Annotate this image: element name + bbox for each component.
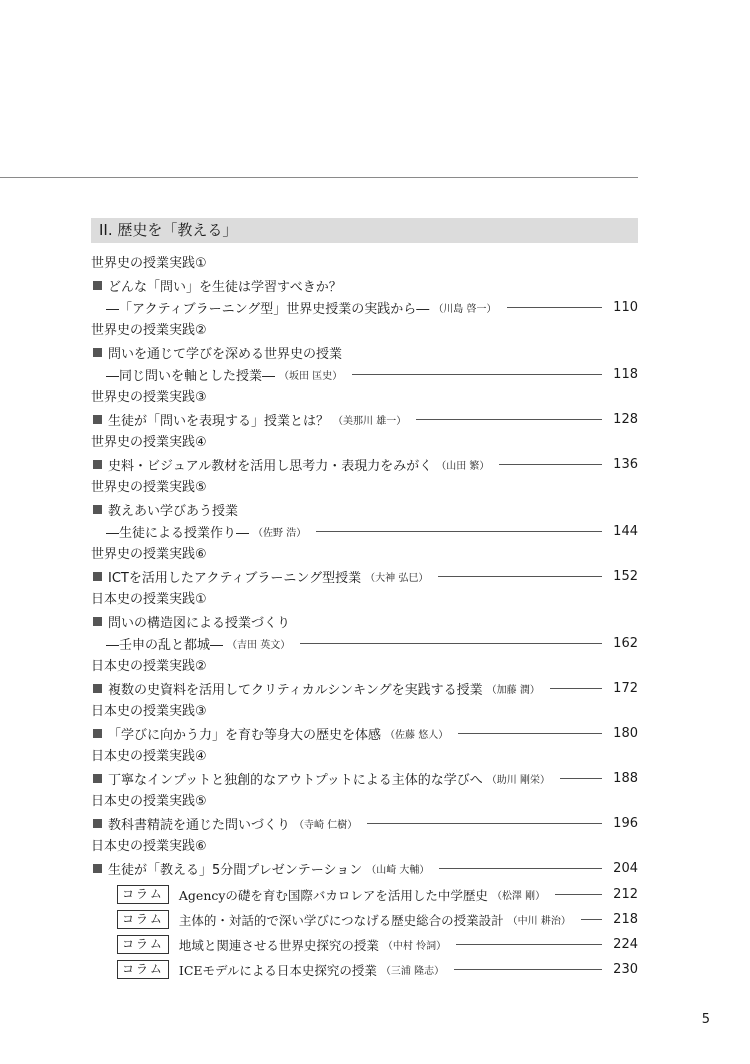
square-bullet-icon [93,774,102,783]
column-entry [91,907,638,932]
column-entry [91,882,638,907]
entry-title: 複数の史資料を活用してクリティカルシンキングを実践する授業 [108,682,483,698]
entry-category: 日本史の授業実践④ [91,749,207,764]
entry-title: 問いの構造図による授業づくり [108,615,291,631]
column-label: コラム [117,910,169,929]
entry-title-line [91,767,638,789]
entry-page: 188 [613,770,638,786]
entry-category: 日本史の授業実践① [91,592,207,607]
leader-line [316,531,602,532]
entry-page: 196 [613,815,638,831]
toc-entry [91,433,638,475]
leader-line [507,307,603,308]
entry-subtitle: ―生徒による授業作り― [106,525,250,541]
entry-author: （佐野 浩） [253,527,307,539]
entry-page: 110 [613,299,638,315]
entry-title-line [91,408,638,430]
entry-title-line [91,812,638,834]
entry-author: （山田 繁） [436,460,490,472]
entry-title: 丁寧なインプットと独創的なアウトプットによる主体的な学びへ [108,772,483,788]
column-title: ICEモデルによる日本史探究の授業 [178,962,377,978]
column-page: 224 [613,937,638,952]
column-page: 212 [613,887,638,902]
leader-line [550,688,602,689]
toc-entry [91,478,638,542]
entry-category: 世界史の授業実践③ [91,390,207,405]
entry-author: （助川 剛栄） [486,774,550,786]
toc-entry [91,321,638,385]
toc-entry [91,657,638,699]
column-label: コラム [117,960,169,979]
entry-author: （加藤 潤） [486,684,540,696]
entry-title-line [91,565,638,587]
entry-category: 世界史の授業実践① [91,256,207,271]
square-bullet-icon [93,729,102,738]
entry-title-line [91,274,638,296]
square-bullet-icon [93,415,102,424]
toc-entry [91,747,638,789]
column-author: （中村 怜詞） [382,941,447,952]
square-bullet-icon [93,572,102,581]
square-bullet-icon [93,819,102,828]
entry-category: 日本史の授業実践③ [91,704,207,719]
square-bullet-icon [93,460,102,469]
entry-author: （佐藤 悠人） [385,729,449,741]
entry-page: 118 [613,366,638,382]
column-entry [91,957,638,982]
entry-subtitle: ―壬申の乱と都城― [106,637,224,653]
table-of-contents [91,254,638,982]
square-bullet-icon [93,348,102,357]
toc-entry [91,388,638,430]
entry-title: どんな「問い」を生徒は学習すべきか？ [108,279,342,295]
entry-category: 日本史の授業実践⑥ [91,839,207,854]
entry-author: （山崎 大輔） [366,864,430,876]
entry-title-line [91,610,638,632]
column-label: コラム [117,935,169,954]
entry-subtitle-line [91,296,638,318]
toc-entry [91,792,638,834]
square-bullet-icon [93,617,102,626]
entry-category: 世界史の授業実践⑥ [91,547,207,562]
toc-entry [91,545,638,587]
leader-line [560,778,602,779]
leader-line [581,919,602,920]
entry-title: 「学びに向かう力」を育む等身大の歴史を体感 [108,727,382,743]
top-rule [0,177,638,178]
entry-title: ICTを活用したアクティブラーニング型授業 [108,570,362,586]
column-label: コラム [117,885,169,904]
entry-title: 生徒が「教える」5分間プレゼンテーション [108,862,363,878]
entry-subtitle-line [91,520,638,542]
leader-line [300,643,602,644]
column-entry [91,932,638,957]
entry-subtitle-line [91,632,638,654]
leader-line [456,944,602,945]
entry-category: 日本史の授業実践⑤ [91,794,207,809]
column-page: 218 [613,912,638,927]
column-title: 地域と関連させる世界史探究の授業 [178,937,379,953]
leader-line [438,576,602,577]
entry-title-line [91,857,638,879]
square-bullet-icon [93,864,102,873]
leader-line [499,464,602,465]
square-bullet-icon [93,505,102,514]
square-bullet-icon [93,684,102,693]
entry-title-line [91,498,638,520]
entry-page: 180 [613,725,638,741]
column-title: Agencyの礎を育む国際バカロレアを活用した中学歴史 [178,887,488,903]
column-author: （三浦 隆志） [380,966,445,977]
leader-line [439,868,602,869]
entry-title-line [91,453,638,475]
leader-line [416,419,602,420]
entry-title: 教科書精読を通じた問いづくり [108,817,291,833]
entry-author: （川島 啓一） [433,303,497,315]
entry-subtitle: ―「アクティブラーニング型」世界史授業の実践から― [106,301,430,317]
entry-page: 128 [613,411,638,427]
entry-category: 世界史の授業実践④ [91,435,207,450]
leader-line [458,733,602,734]
entry-author: （大神 弘巳） [365,572,429,584]
column-author: （松澤 剛） [491,891,546,902]
toc-entry [91,254,638,318]
entry-page: 144 [613,523,638,539]
entry-title: 史料・ビジュアル教材を活用し思考力・表現力をみがく [108,458,433,474]
entry-category: 世界史の授業実践⑤ [91,480,207,495]
entry-title: 教えあい学びあう授業 [108,503,239,519]
leader-line [352,374,602,375]
toc-entry [91,837,638,879]
entry-subtitle: ―同じ問いを軸とした授業― [106,368,276,384]
entry-title: 生徒が「問いを表現する」授業とは？ [108,413,330,429]
entry-title-line [91,722,638,744]
entry-category: 世界史の授業実践② [91,323,207,338]
leader-line [367,823,602,824]
entry-title: 問いを通じて学びを深める世界史の授業 [108,346,343,362]
entry-author: （美那川 雄一） [333,415,407,427]
entry-page: 162 [613,635,638,651]
entry-page: 172 [613,680,638,696]
entry-page: 204 [613,860,638,876]
toc-entry [91,702,638,744]
column-page: 230 [613,962,638,977]
leader-line [454,969,602,970]
entry-subtitle-line [91,363,638,385]
column-author: （中川 耕治） [507,916,571,927]
column-title: 主体的・対話的で深い学びにつなげる歴史総合の授業設計 [178,912,504,928]
entry-category: 日本史の授業実践② [91,659,207,674]
entry-author: （寺崎 仁樹） [294,819,358,831]
entry-title-line [91,341,638,363]
entry-title-line [91,677,638,699]
toc-entry [91,590,638,654]
page-number: 5 [701,1012,710,1027]
entry-page: 136 [613,456,638,472]
entry-author: （坂田 匡史） [279,370,343,382]
entry-page: 152 [613,568,638,584]
section-heading: II. 歴史を「教える」 [91,218,638,243]
entry-author: （吉田 英文） [227,639,291,651]
leader-line [555,894,602,895]
square-bullet-icon [93,281,102,290]
